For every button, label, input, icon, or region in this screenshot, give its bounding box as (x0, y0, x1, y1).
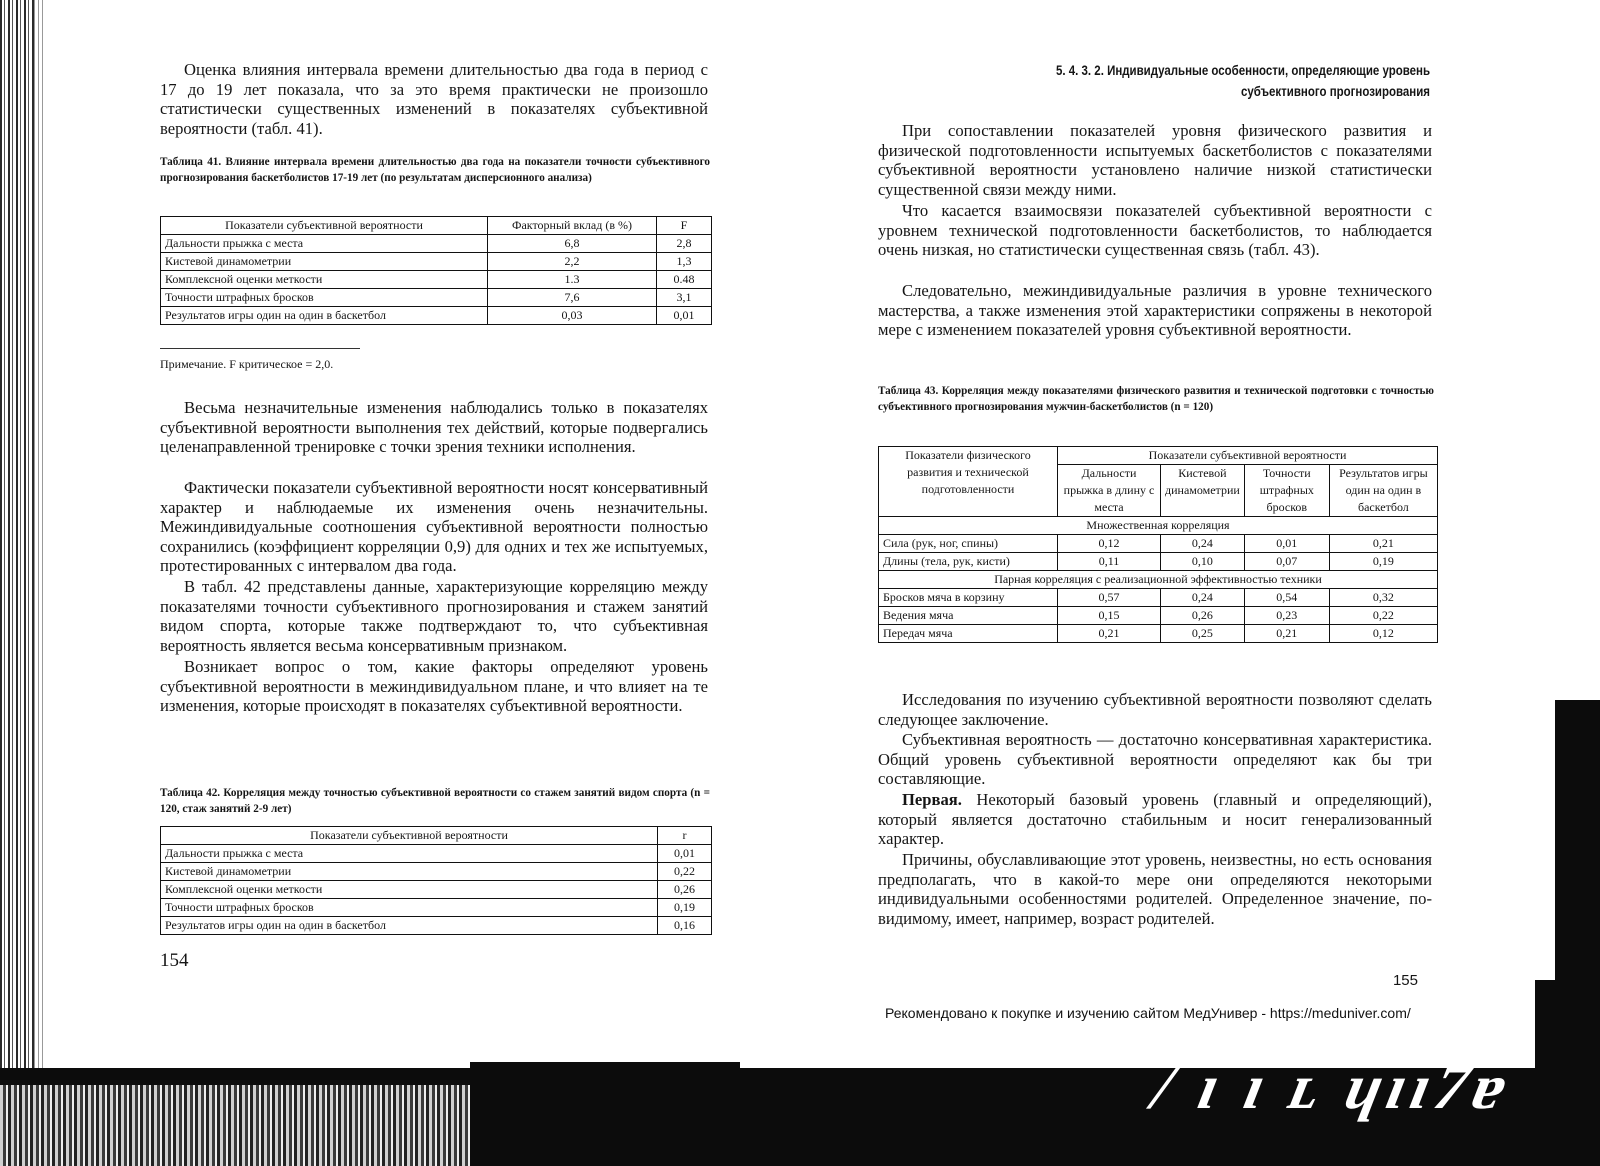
paragraph-lead-word: Первая. (902, 790, 962, 809)
table-cell: 2,8 (657, 235, 712, 253)
table-cell: 0,21 (1244, 625, 1329, 643)
table-header: Точности штрафных бросков (1244, 465, 1329, 517)
table-cell: 7,6 (488, 289, 657, 307)
table-row (161, 289, 712, 307)
table-41-caption: Таблица 41. Влияние интервала времени длительностью два года на показатели точности субъективного прогнозирования баскетболистов 17-19 лет (по результатам дисперсионного анализа) (160, 156, 710, 184)
table-cell: Сила (рук, ног, спины) (879, 535, 1058, 553)
table-cell: 0,01 (658, 845, 712, 863)
table-cell: 3,1 (657, 289, 712, 307)
table-header: Дальности прыжка в длину с места (1058, 465, 1161, 517)
table-header-row (879, 447, 1438, 465)
table-row (879, 589, 1438, 607)
table-cell: 0,24 (1161, 535, 1245, 553)
table-cell: 0,21 (1058, 625, 1161, 643)
right-paragraph-4: Исследования по изучению субъективной вероятности позволяют сделать следующее заключение. (878, 690, 1432, 729)
table-header: r (658, 827, 712, 845)
table-cell: 0,01 (1244, 535, 1329, 553)
table-header: Факторный вклад (в %) (488, 217, 657, 235)
table-row (161, 307, 712, 325)
table-41-note: Примечание. F критическое = 2,0. (160, 357, 334, 371)
table-cell: 0,26 (1161, 607, 1245, 625)
table-section-label: Парная корреляция с реализационной эффективностью техники (879, 571, 1438, 589)
table-cell: 0,07 (1244, 553, 1329, 571)
table-cell: 0,15 (1058, 607, 1161, 625)
table-row (879, 625, 1438, 643)
table-cell: 0,23 (1244, 607, 1329, 625)
table-cell: Ведения мяча (879, 607, 1058, 625)
table-cell: 0,03 (488, 307, 657, 325)
left-paragraph-3: Фактически показатели субъективной вероятности носят консервативный характер и наблюдаемые их изменения очень незначительны. Межиндивидуальные соотношения субъективной вероятности полностью сохранились (коэффициент корреляции 0,9) для одних и тех же испытуемых, протестированных с интервалом два года. (160, 478, 708, 576)
page-number: 154 (160, 950, 189, 971)
table-cell: Точности штрафных бросков (161, 899, 658, 917)
table-cell: 0,22 (1329, 607, 1437, 625)
table-row (161, 863, 712, 881)
table-cell: Результатов игры один на один в баскетбол (161, 917, 658, 935)
table-header-row (161, 827, 712, 845)
table-cell: 0,12 (1329, 625, 1437, 643)
table-cell: 0,21 (1329, 535, 1437, 553)
table-cell: 2,2 (488, 253, 657, 271)
table-cell: 0,11 (1058, 553, 1161, 571)
table-cell: 0,22 (658, 863, 712, 881)
table-row (161, 235, 712, 253)
scan-bottom-pattern (0, 1085, 470, 1166)
table-header: Кистевой динамометрии (1161, 465, 1245, 517)
right-paragraph-6 (878, 790, 1432, 849)
table-row (879, 535, 1438, 553)
table-header: F (657, 217, 712, 235)
table-cell: Бросков мяча в корзину (879, 589, 1058, 607)
table-cell: Дальности прыжка с места (161, 845, 658, 863)
table-cell: Кистевой динамометрии (161, 253, 488, 271)
table-cell: 0,19 (658, 899, 712, 917)
table-cell: 0,26 (658, 881, 712, 899)
table-row (161, 899, 712, 917)
table-cell: Дальности прыжка с места (161, 235, 488, 253)
page-number: 155 (1392, 972, 1418, 989)
section-heading-line-2: субъективного прогнозирования (1240, 83, 1430, 99)
table-cell: 0,19 (1329, 553, 1437, 571)
table-43 (878, 446, 1438, 643)
left-paragraph-5: Возникает вопрос о том, какие факторы определяют уровень субъективной вероятности в межиндивидуальном плане, и что влияет на те изменения, которые происходят в показателях субъективной вероятности. (160, 657, 708, 716)
section-heading-line-1: 5. 4. 3. 2. Индивидуальные особенности, определяющие уровень (1056, 62, 1430, 78)
table-row (161, 253, 712, 271)
table-row (879, 607, 1438, 625)
table-cell: 0,16 (658, 917, 712, 935)
table-cell: 0,01 (657, 307, 712, 325)
table-43-caption: Таблица 43. Корреляция между показателями физического развития и технической подготовки с точностью субъективного прогнозирования мужчин-баскетболистов (n = 120) (878, 385, 1434, 413)
paragraph-body: Некоторый базовый уровень (главный и определяющий), который является достаточно стабильным и носит генерализованный характер. (878, 790, 1432, 849)
table-section-row (879, 571, 1438, 589)
book-spine-shadow (0, 0, 34, 1070)
right-paragraph-5: Субъективная вероятность — достаточно консервативная характеристика. Общий уровень субъективной вероятности определяют как бы три составляющие. (878, 730, 1432, 789)
left-paragraph-4: В табл. 42 представлены данные, характеризующие корреляцию между показателями точности субъективного прогнозирования и стажем занятий видом спорта, которые также подтверждают то, что субъективная вероятность является весьма консервативным признаком. (160, 577, 708, 655)
note-divider (160, 348, 360, 349)
left-paragraph-2: Весьма незначительные изменения наблюдались только в показателях субъективной вероятности выполнения тех действий, которые подвергались целенаправленной тренировке с точки зрения техники исполнения. (160, 398, 708, 457)
table-cell: Точности штрафных бросков (161, 289, 488, 307)
cover-lettering-fragment: / ı ı ʟ ɥıı7ɐ (1147, 1051, 1518, 1122)
table-cell: 1.3 (488, 271, 657, 289)
left-paragraph-1: Оценка влияния интервала времени длительностью два года в период с 17 до 19 лет показала, что за это время практически не произошло статистически существенных изменений в показателях субъективной вероятности (табл. 41). (160, 60, 708, 138)
right-paragraph-2: Что касается взаимосвязи показателей субъективной вероятности с уровнем технической подготовленности баскетболистов, то наблюдается очень низкая, но статистически существенная связь (табл. 43). (878, 201, 1432, 260)
table-row-header: Показатели физического развития и технической подготовленности (879, 447, 1058, 517)
right-paragraph-1: При сопоставлении показателей уровня физического развития и физической подготовленности испытуемых баскетболистов с показателями субъективной вероятности установлено наличие низкой статистически существенной связи между ними. (878, 121, 1432, 199)
table-cell: Комплексной оценки меткости (161, 271, 488, 289)
table-41 (160, 216, 712, 325)
table-cell: 0.48 (657, 271, 712, 289)
table-cell: 6,8 (488, 235, 657, 253)
footer-recommendation: Рекомендовано к покупке и изучению сайтом МедУнивер - https://meduniver.com/ (885, 1005, 1411, 1021)
table-42-caption: Таблица 42. Корреляция между точностью субъективной вероятности со стажем занятий видом спорта (n = 120, стаж занятий 2-9 лет) (160, 787, 710, 815)
table-cell: 0,25 (1161, 625, 1245, 643)
table-row (161, 917, 712, 935)
table-header: Результатов игры один на один в баскетбол (1329, 465, 1437, 517)
table-section-row (879, 517, 1438, 535)
table-row (879, 553, 1438, 571)
table-header: Показатели субъективной вероятности (161, 217, 488, 235)
table-cell: 0,54 (1244, 589, 1329, 607)
table-cell: 0,57 (1058, 589, 1161, 607)
table-cell: 0,12 (1058, 535, 1161, 553)
table-section-label: Множественная корреляция (879, 517, 1438, 535)
scan-bottom-band (470, 1062, 740, 1092)
book-spine-shadow-inner (34, 0, 46, 1070)
table-cell: Результатов игры один на один в баскетбол (161, 307, 488, 325)
table-cell: Кистевой динамометрии (161, 863, 658, 881)
table-row (161, 271, 712, 289)
table-header-row (161, 217, 712, 235)
table-42 (160, 826, 712, 935)
right-paragraph-7: Причины, обуславливающие этот уровень, неизвестны, но есть основания предполагать, что в какой-то мере они определяются некоторыми индивидуальными особенностями родителей. Определенное значение, по-видимому, имеет, например, возраст родителей. (878, 850, 1432, 928)
table-cell: Комплексной оценки меткости (161, 881, 658, 899)
table-row (161, 881, 712, 899)
table-cell: Передач мяча (879, 625, 1058, 643)
table-row (161, 845, 712, 863)
table-cell: Длины (тела, рук, кисти) (879, 553, 1058, 571)
table-cell: 0,10 (1161, 553, 1245, 571)
table-header: Показатели субъективной вероятности (161, 827, 658, 845)
table-group-header: Показатели субъективной вероятности (1058, 447, 1438, 465)
table-cell: 0,32 (1329, 589, 1437, 607)
right-paragraph-3: Следовательно, межиндивидуальные различия в уровне технического мастерства, а также изменения этой характеристики сопряжены в некоторой мере с изменением показателей уровня субъективной вероятности. (878, 281, 1432, 340)
table-cell: 1,3 (657, 253, 712, 271)
table-cell: 0,24 (1161, 589, 1245, 607)
